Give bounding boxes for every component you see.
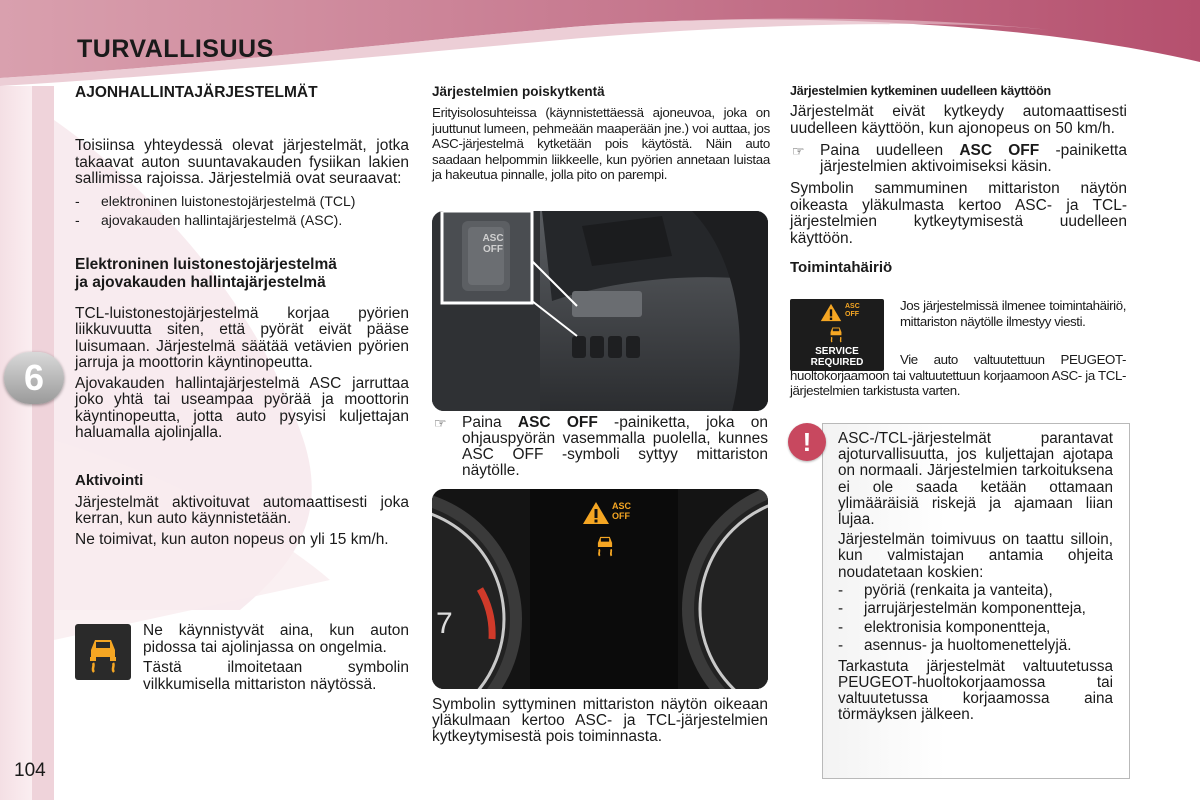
pointer-hand-icon: ☞ xyxy=(434,415,447,431)
subsection-heading xyxy=(75,256,409,292)
traction-control-display-icon xyxy=(592,531,618,557)
page-number: 104 xyxy=(14,760,46,781)
icon-text-1: Ne käynnistyvät aina, kun auton pidossa tai ajolinjassa on ongelmia. xyxy=(143,622,409,656)
service-asc-off-label xyxy=(845,303,860,319)
asc-paragraph: Ajovakauden hallintajärjestelmä ASC jarruttaa joko yhtä tai useampaa pyörää ja moottorin käyntinopeutta, jotta auto pysyisi kuljettajan haluamalla ajolinjalla. xyxy=(75,374,409,441)
reactivation-text: Järjestelmät eivät kytkeydy automaattisesti uudelleen käyttöön, kun ajonopeus on 50 km/h. xyxy=(790,103,1127,137)
instruction-text xyxy=(432,415,768,479)
instruction-bold: ASC OFF xyxy=(517,414,598,431)
pointer-hand-icon: ☞ xyxy=(792,143,805,159)
list-item: - jarrujärjestelmän komponentteja, xyxy=(838,601,1113,618)
page-title: TURVALLISUUS xyxy=(77,35,274,63)
instrument-cluster-photo xyxy=(432,489,768,689)
intro-text: Erityisolosuhteissa (käynnistettäessä ajoneuvoa, joka on juuttunut lumeen, pehmeään maaperään jne.) voi auttaa, jos ASC-järjestelmä kytketään pois käytöstä. Näin auto saadaan helpommin liikkeelle, kun pyörien annetaan luistaa ja hakeutua pinnalle, jolla pito on parempi. xyxy=(432,105,770,182)
systems-list xyxy=(75,192,409,230)
activation-heading: Aktivointi xyxy=(75,471,144,489)
reactivation-symbol-text: Symbolin sammuminen mittariston näytön oikeasta yläkulmasta kertoo ASC- ja TCL-järjestelmien kytkeytymisestä uudelleen käyttöön. xyxy=(790,180,1127,247)
photo-button-label-line1: ASC xyxy=(482,233,504,244)
list-item: - elektroninen luistonestojärjestelmä (TCL) xyxy=(75,192,409,211)
instruction-pre: Paina uudelleen xyxy=(820,142,960,159)
dial-number: 7 xyxy=(436,607,453,640)
warning-text-2: Järjestelmän toimivuus on taattu silloin, kun valmistajan antamia ohjeita noudatetaan koskien: xyxy=(838,531,1113,581)
service-label-line2: REQUIRED xyxy=(810,357,864,368)
list-item: - asennus- ja huoltomenettelyjä. xyxy=(838,638,1113,655)
instruction-block xyxy=(432,415,768,479)
warning-triangle-icon xyxy=(820,303,842,322)
fault-heading: Toimintahäiriö xyxy=(790,259,893,276)
instruction-post: -painiketta järjestelmien aktivoimiseksi käsin. xyxy=(820,142,1127,175)
column-left xyxy=(75,84,409,548)
service-label-line1: SERVICE xyxy=(815,346,859,357)
instruction-post: -painiketta, joka on ohjauspyörän vasemmalla puolella, kunnes ASC OFF -symboli syttyy mittariston näytölle. xyxy=(462,414,768,479)
display-label-line2: OFF xyxy=(612,511,630,521)
dashboard-photo xyxy=(432,211,768,411)
display-asc-off-label xyxy=(612,501,631,521)
section-heading: AJONHALLINTAJÄRJESTELMÄT xyxy=(75,84,318,101)
chapter-badge: 6 xyxy=(4,352,64,404)
subsection-heading-line2: ja ajovakauden hallintajärjestelmä xyxy=(75,273,326,291)
fault-text-2: Vie auto valtuutettuun PEUGEOT-huoltokorjaamoon tai valtuutettuun korjaamoon ASC- ja TCL-järjestelmien tarkistusta varten. xyxy=(790,352,1126,398)
section-heading: Järjestelmien poiskytkentä xyxy=(432,84,605,99)
cluster-caption: Symbolin syttyminen mittariston näytön oikeaan yläkulmaan kertoo ASC- ja TCL-järjestelmien kytkeytymisestä pois toiminnasta. xyxy=(432,696,768,745)
column-middle xyxy=(432,84,770,183)
photo-button-label xyxy=(475,233,511,255)
photo-button-label-line2: OFF xyxy=(483,244,503,255)
icon-explanation xyxy=(143,623,409,693)
warning-text-3: Tarkastuta järjestelmät valtuutetussa PEUGEOT-huoltokorjaamossa tai valtuutetussa korjaamossa aina törmäyksen jälkeen. xyxy=(838,657,1113,724)
warning-content xyxy=(838,431,1113,724)
warning-triangle-icon xyxy=(582,501,610,525)
column-right xyxy=(790,84,1127,276)
service-asc-line2: OFF xyxy=(845,311,859,318)
display-label-line1: ASC xyxy=(612,501,632,511)
list-item: - ajovakauden hallintajärjestelmä (ASC). xyxy=(75,211,409,230)
instruction-bold: ASC OFF xyxy=(959,142,1040,159)
traction-control-icon xyxy=(81,630,125,674)
list-item: - elektronisia komponentteja, xyxy=(838,620,1113,637)
reactivation-instruction xyxy=(790,143,1127,175)
service-asc-line1: ASC xyxy=(845,303,860,310)
intro-text: Toisiinsa yhteydessä olevat järjestelmät, jotka takaavat auton suuntavakauden fysiikan lakien sallimissa rajoissa. Järjestelmiä ovat seuraavat: xyxy=(75,137,409,187)
list-item: - pyöriä (renkaita ja vanteita), xyxy=(838,583,1113,600)
activation-paragraph-2: Ne toimivat, kun auton nopeus on yli 15 km/h. xyxy=(75,530,389,548)
activation-paragraph-1: Järjestelmät aktivoituvat automaattisesti joka kerran, kun auto käynnistetään. xyxy=(75,493,409,527)
warning-text-1: ASC-/TCL-järjestelmät parantavat ajoturvallisuutta, jos kuljettajan ajotapa on normaali. Järjestelmien tarkoituksena ei ole saada ketään ottamaan ylimääräisiä riskejä ja ajamaan liian lujaa. xyxy=(838,430,1113,529)
traction-control-icon-box xyxy=(75,624,131,680)
fault-text-1: Jos järjestelmissä ilmenee toimintahäiriö, mittariston näytölle ilmestyy viesti. xyxy=(900,298,1126,329)
icon-text-2: Tästä ilmoitetaan symbolin vilkkumisella mittariston näytössä. xyxy=(143,659,409,693)
section-heading: Järjestelmien kytkeminen uudelleen käyttöön xyxy=(790,84,1051,98)
tcl-paragraph: TCL-luistonestojärjestelmä korjaa pyörien liikkuvuutta siten, että pyörät eivät pääse luisumaan. Järjestelmä säätää vetävien pyörien jarruja ja moottorin käyntinopeutta. xyxy=(75,304,409,371)
warning-badge: ! xyxy=(788,423,826,461)
warning-list xyxy=(838,583,1113,655)
subsection-heading-line1: Elektroninen luistonestojärjestelmä xyxy=(75,255,337,273)
traction-control-display-icon xyxy=(826,323,846,343)
instruction-pre: Paina xyxy=(462,414,518,431)
